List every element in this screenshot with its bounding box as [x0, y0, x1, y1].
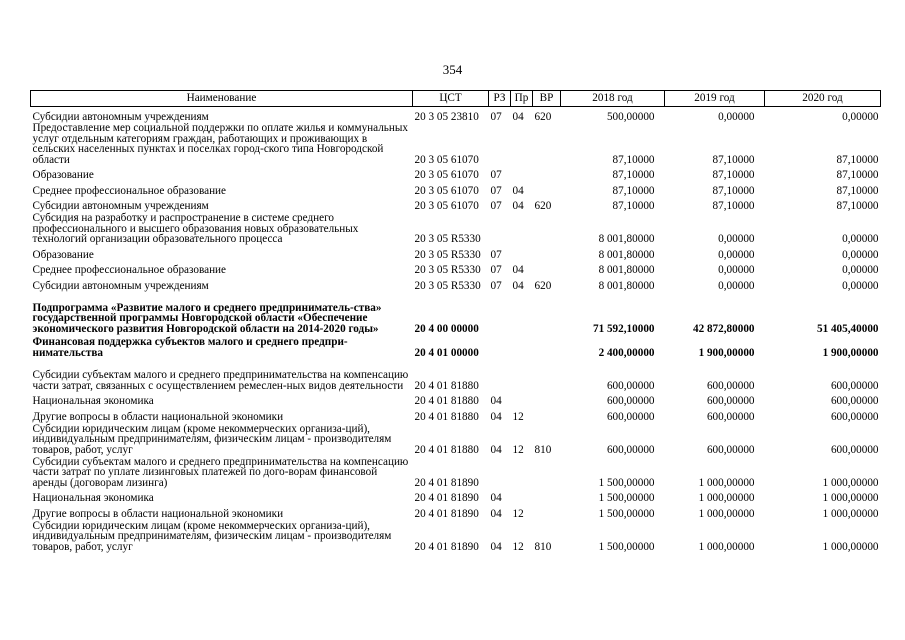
cell-cst: 20 4 01 81880: [414, 395, 479, 408]
cell-y2018: 600,00000: [606, 395, 655, 408]
cell-rz: 07: [490, 279, 502, 292]
cell-y2019: 1 000,00000: [698, 540, 755, 553]
cell-y2019: 1 000,00000: [698, 507, 755, 520]
cell-y2019: 0,00000: [718, 264, 755, 277]
cell-y2018: 87,10000: [612, 184, 655, 197]
header-cst: ЦСТ: [413, 91, 489, 107]
cell-y2020: 0,00000: [842, 248, 879, 261]
cell-y2018: 8 001,80000: [598, 264, 655, 277]
table-row: [31, 423, 881, 456]
cell-y2019: 1 900,00000: [698, 346, 755, 359]
cell-name: Финансовая поддержка субъектов малого и среднего предпри-нимательства: [32, 336, 348, 359]
cell-cst: 20 3 05 61070: [414, 169, 479, 182]
cell-rz: 07: [490, 264, 502, 277]
cell-y2020: 600,00000: [830, 395, 879, 408]
cell-name: Другие вопросы в области национальной экономики: [32, 507, 284, 520]
cell-cst: 20 4 01 81880: [414, 379, 479, 392]
cell-pr: 04: [512, 184, 524, 197]
cell-y2020: 600,00000: [830, 379, 879, 392]
cell-pr: [511, 212, 533, 245]
cell-y2019: 0,00000: [718, 248, 755, 261]
cell-pr: 04: [512, 264, 524, 277]
cell-y2019: 0,00000: [718, 279, 755, 292]
table-row: [31, 392, 881, 408]
cell-cst: 20 4 01 81890: [414, 540, 479, 553]
table-row: [31, 456, 881, 489]
cell-name: Субсидии юридическим лицам (кроме некоммерческих организа-ций), индивидуальным предпринимателям, физическим лицам - производителям товаров, работ, услуг: [32, 422, 392, 456]
cell-name: Образование: [32, 248, 94, 261]
cell-rz: 04: [490, 443, 502, 456]
cell-y2020: 87,10000: [836, 184, 879, 197]
cell-rz: [489, 335, 511, 359]
cell-y2019: 0,00000: [718, 233, 755, 246]
cell-cst: 20 3 05 61070: [414, 153, 479, 166]
cell-vr: [533, 166, 561, 182]
cell-rz: 07: [490, 169, 502, 182]
cell-pr: [511, 489, 533, 505]
cell-y2018: 87,10000: [612, 200, 655, 213]
cell-y2018: 1 500,00000: [598, 507, 655, 520]
cell-y2018: 2 400,00000: [598, 346, 655, 359]
cell-pr: 12: [512, 507, 524, 520]
budget-table: [30, 90, 881, 553]
cell-y2019: 1 000,00000: [698, 476, 755, 489]
cell-y2020: 87,10000: [836, 169, 879, 182]
cell-y2020: 0,00000: [842, 279, 879, 292]
cell-rz: 04: [490, 492, 502, 505]
header-rz: РЗ: [489, 91, 511, 107]
cell-vr: [533, 335, 561, 359]
cell-y2018: 8 001,80000: [598, 248, 655, 261]
cell-y2018: 87,10000: [612, 153, 655, 166]
cell-name: Национальная экономика: [32, 492, 154, 505]
table-row: [31, 489, 881, 505]
cell-y2018: 600,00000: [606, 379, 655, 392]
cell-name: Субсидии субъектам малого и среднего предпринимательства на компенсацию части затрат, связанных с осуществлением ремеслен-ных видов деятельности: [32, 369, 409, 392]
cell-name: Среднее профессиональное образование: [32, 184, 227, 197]
cell-name: Предоставление мер социальной поддержки по оплате жилья и коммунальных услуг отдельным категориям граждан, работающих и проживающих в сельских населенных пунктах и поселках город-ского типа Новгородской области: [32, 122, 408, 166]
cell-y2018: 8 001,80000: [598, 233, 655, 246]
cell-pr: [511, 166, 533, 182]
table-row: [31, 504, 881, 520]
cell-y2018: 600,00000: [606, 410, 655, 423]
cell-vr: [533, 392, 561, 408]
cell-y2018: 8 001,80000: [598, 279, 655, 292]
cell-cst: 20 4 01 00000: [414, 346, 479, 359]
cell-rz: 07: [490, 110, 502, 123]
cell-y2019: 0,00000: [718, 110, 755, 123]
cell-rz: 04: [490, 410, 502, 423]
cell-name: Образование: [32, 169, 94, 182]
cell-vr: [533, 456, 561, 489]
table-row: [31, 123, 881, 166]
cell-rz: [489, 212, 511, 245]
cell-pr: [511, 456, 533, 489]
cell-vr: 620: [534, 200, 552, 213]
cell-vr: [533, 261, 561, 277]
cell-vr: 620: [534, 110, 552, 123]
cell-y2020: 0,00000: [842, 233, 879, 246]
cell-vr: 810: [534, 540, 552, 553]
cell-cst: 20 4 01 81880: [414, 443, 479, 456]
cell-y2020: 0,00000: [842, 110, 879, 123]
header-2018: 2018 год: [561, 91, 665, 107]
table-row: [31, 292, 881, 335]
cell-y2019: 600,00000: [706, 410, 755, 423]
cell-vr: [533, 504, 561, 520]
header-pr: Пр: [511, 91, 533, 107]
cell-y2018: 1 500,00000: [598, 476, 655, 489]
cell-y2020: 1 000,00000: [822, 540, 879, 553]
cell-vr: [533, 489, 561, 505]
cell-pr: 04: [512, 110, 524, 123]
cell-pr: [511, 359, 533, 392]
cell-name: Субсидии автономным учреждениям: [32, 279, 209, 292]
cell-rz: [489, 456, 511, 489]
cell-vr: [533, 359, 561, 392]
header-2020: 2020 год: [765, 91, 881, 107]
cell-y2018: 87,10000: [612, 169, 655, 182]
cell-cst: 20 3 05 R5330: [414, 233, 481, 246]
cell-y2019: 87,10000: [712, 153, 755, 166]
cell-cst: 20 3 05 R5330: [414, 264, 481, 277]
cell-y2019: 600,00000: [706, 443, 755, 456]
cell-pr: [511, 245, 533, 261]
cell-cst: 20 4 01 81890: [414, 507, 479, 520]
table-row: [31, 261, 881, 277]
cell-name: Среднее профессиональное образование: [32, 264, 227, 277]
cell-cst: 20 4 00 00000: [414, 322, 479, 335]
cell-y2018: 1 500,00000: [598, 492, 655, 505]
cell-cst: 20 4 01 81890: [414, 476, 479, 489]
cell-y2020: 1 900,00000: [822, 346, 879, 359]
table-header-row: [31, 91, 881, 107]
page-number: 354: [442, 62, 463, 77]
cell-pr: [511, 292, 533, 335]
table-row: [31, 212, 881, 245]
cell-rz: [489, 359, 511, 392]
header-vr: ВР: [533, 91, 561, 107]
cell-y2019: 87,10000: [712, 200, 755, 213]
cell-name: Субсидии субъектам малого и среднего предпринимательства на компенсацию части затрат по уплате лизинговых платежей по дого-ворам финансовой аренды (договорам лизинга): [32, 455, 409, 489]
cell-pr: 12: [512, 540, 524, 553]
table-body: [31, 107, 881, 553]
cell-vr: 620: [534, 279, 552, 292]
cell-y2018: 600,00000: [606, 443, 655, 456]
cell-y2020: 1 000,00000: [822, 492, 879, 505]
table-row: [31, 181, 881, 197]
cell-cst: 20 3 05 61070: [414, 200, 479, 213]
cell-vr: [533, 245, 561, 261]
cell-cst: 20 3 05 R5330: [414, 279, 481, 292]
cell-y2019: 87,10000: [712, 184, 755, 197]
cell-vr: [533, 292, 561, 335]
cell-name: Подпрограмма «Развитие малого и среднего предприниматель-ства» государственной программы Новгородской области «Обеспечение экономического развития Новгородской области на 2014-2020 годы»: [32, 301, 382, 335]
cell-y2018: 1 500,00000: [598, 540, 655, 553]
cell-rz: 04: [490, 395, 502, 408]
cell-y2019: 600,00000: [706, 379, 755, 392]
cell-pr: [511, 335, 533, 359]
table-row: [31, 245, 881, 261]
cell-cst: 20 3 05 23810: [414, 110, 479, 123]
cell-name: Субсидии автономным учреждениям: [32, 200, 209, 213]
cell-name: Другие вопросы в области национальной экономики: [32, 410, 284, 423]
table-row: [31, 359, 881, 392]
cell-vr: [533, 212, 561, 245]
cell-pr: [511, 392, 533, 408]
table-row: [31, 166, 881, 182]
cell-rz: 07: [490, 184, 502, 197]
cell-rz: 07: [490, 248, 502, 261]
cell-vr: [533, 407, 561, 423]
cell-name: Субсидии автономным учреждениям: [32, 110, 209, 123]
cell-y2020: 1 000,00000: [822, 507, 879, 520]
header-2019: 2019 год: [665, 91, 765, 107]
cell-y2020: 51 405,40000: [816, 322, 879, 335]
table-row: [31, 335, 881, 359]
table-row: [31, 520, 881, 553]
cell-cst: 20 4 01 81890: [414, 492, 479, 505]
cell-pr: 12: [512, 410, 524, 423]
cell-cst: 20 3 05 61070: [414, 184, 479, 197]
cell-name: Субсидия на разработку и распространение в системе среднего профессионального и высшего образования новых образовательных технологий организации образовательного процесса: [32, 212, 359, 246]
header-name: Наименование: [31, 91, 413, 107]
cell-y2020: 600,00000: [830, 410, 879, 423]
cell-name: Национальная экономика: [32, 395, 154, 408]
table-row: [31, 107, 881, 123]
cell-y2020: 87,10000: [836, 200, 879, 213]
cell-y2020: 1 000,00000: [822, 476, 879, 489]
cell-vr: [533, 123, 561, 166]
table-row: [31, 407, 881, 423]
table-row: [31, 276, 881, 292]
cell-pr: 04: [512, 200, 524, 213]
cell-y2018: 500,00000: [606, 110, 655, 123]
cell-vr: [533, 181, 561, 197]
cell-y2020: 87,10000: [836, 153, 879, 166]
cell-y2020: 0,00000: [842, 264, 879, 277]
cell-vr: 810: [534, 443, 552, 456]
cell-rz: 04: [490, 507, 502, 520]
cell-rz: [489, 292, 511, 335]
cell-rz: [489, 123, 511, 166]
cell-name: Субсидии юридическим лицам (кроме некоммерческих организа-ций), индивидуальным предпринимателям, физическим лицам - производителям товаров, работ, услуг: [32, 519, 392, 553]
cell-cst: 20 3 05 R5330: [414, 248, 481, 261]
cell-rz: 04: [490, 540, 502, 553]
cell-y2019: 600,00000: [706, 395, 755, 408]
cell-pr: [511, 123, 533, 166]
table-row: [31, 197, 881, 213]
cell-y2019: 87,10000: [712, 169, 755, 182]
cell-y2019: 1 000,00000: [698, 492, 755, 505]
cell-pr: 04: [512, 279, 524, 292]
cell-y2018: 71 592,10000: [592, 322, 655, 335]
cell-y2020: 600,00000: [830, 443, 879, 456]
cell-pr: 12: [512, 443, 524, 456]
cell-rz: 07: [490, 200, 502, 213]
cell-y2019: 42 872,80000: [692, 322, 755, 335]
cell-cst: 20 4 01 81880: [414, 410, 479, 423]
